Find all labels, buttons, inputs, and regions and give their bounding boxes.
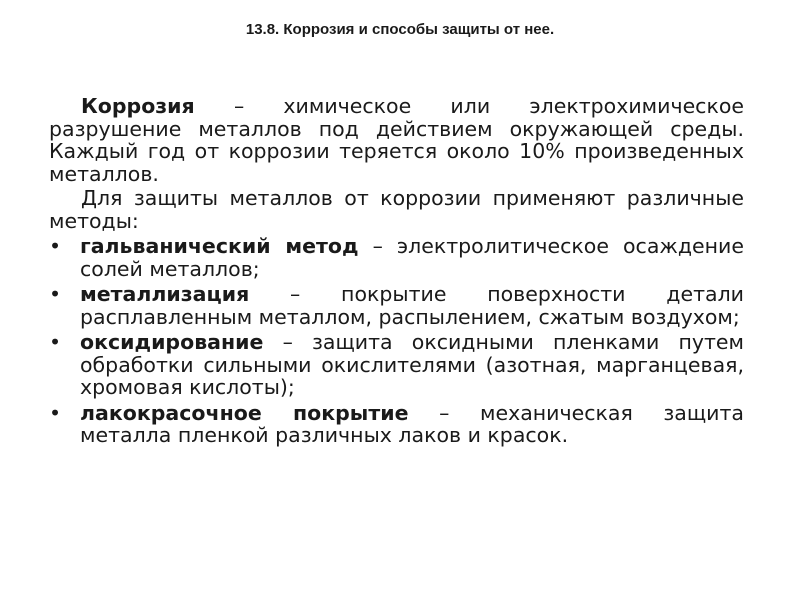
intro-definition: – химическое или электрохимическое разрушение металлов под действием окружающей среды. Каждый год от коррозии теряется около 10% произведенных металлов. (49, 94, 744, 186)
method-term: металлизация (80, 282, 250, 306)
method-item-galvanic (49, 235, 744, 280)
methods-list (49, 235, 744, 447)
intro-paragraph (49, 95, 744, 185)
bullet-icon: • (49, 330, 62, 354)
bullet-icon: • (49, 400, 62, 425)
method-description: – электролитическое осаждение солей металлов; (80, 234, 744, 281)
method-description: – покрытие поверхности детали расплавленным металлом, распылением, сжатым воздухом; (80, 282, 744, 329)
method-term: лакокрасочное покрытие (80, 400, 409, 425)
method-description: – защита оксидными пленками путем обработки сильными окислителями (азотная, марганцевая, хромовая кислоты); (80, 330, 744, 399)
bullet-icon: • (49, 282, 62, 306)
method-term: оксидирование (80, 330, 264, 354)
intro-term: Коррозия (81, 94, 195, 118)
method-description: – механическая защита металла пленкой различных лаков и красок. (80, 400, 744, 447)
method-item-paint-coating (49, 402, 744, 447)
bullet-icon: • (49, 234, 62, 258)
method-term: гальванический метод (80, 234, 359, 258)
method-item-oxidation (49, 331, 744, 399)
method-item-metallization (49, 283, 744, 328)
slide-title: 13.8. Коррозия и способы защиты от нее. (245, 21, 555, 38)
methods-intro-paragraph: Для защиты металлов от коррозии применяют различные методы: (49, 186, 744, 233)
slide-content (49, 95, 744, 450)
